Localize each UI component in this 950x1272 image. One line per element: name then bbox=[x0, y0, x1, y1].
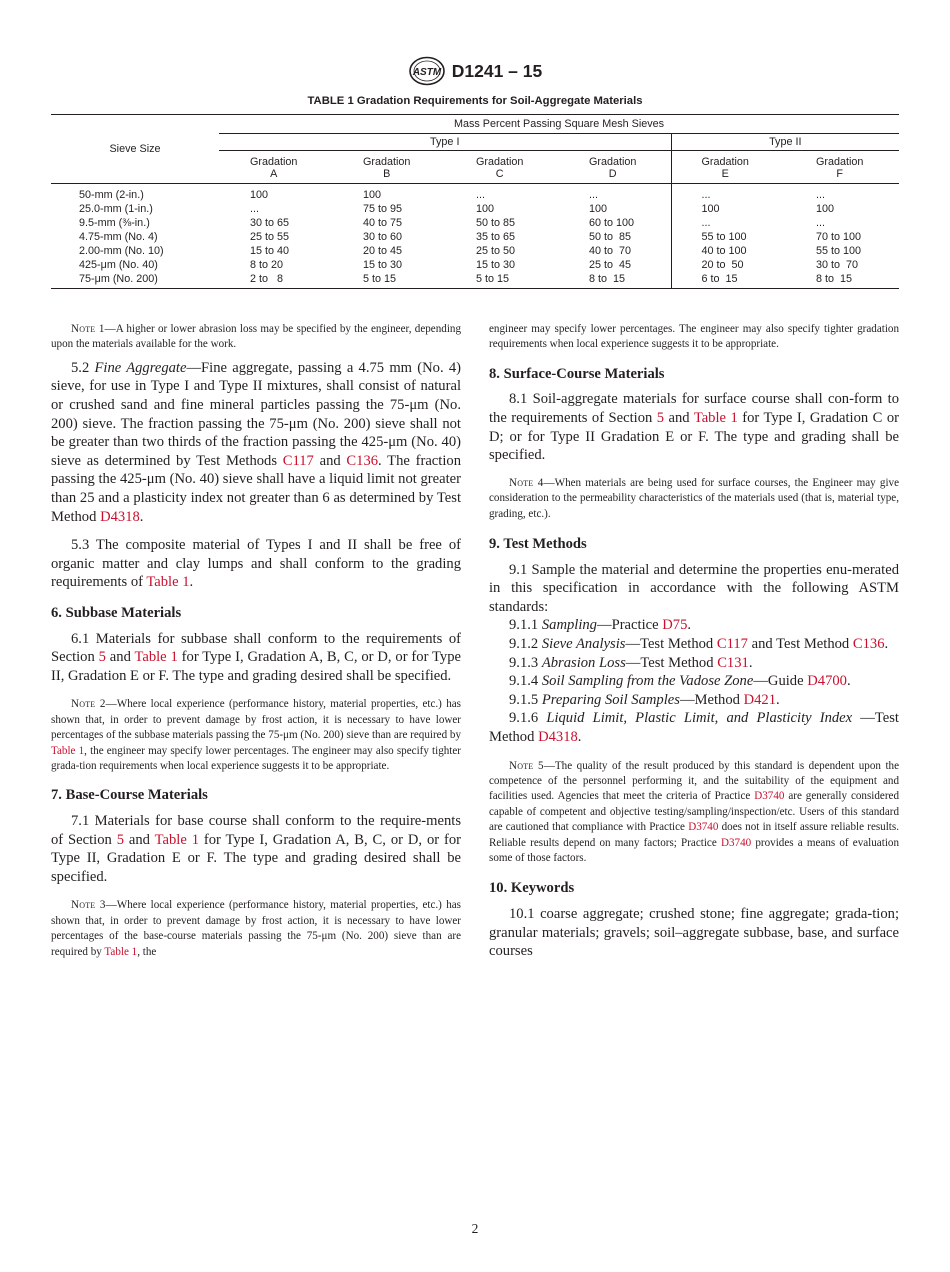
page-header bbox=[0, 56, 950, 86]
percent-passing-cell: 50 to 85 bbox=[589, 231, 632, 243]
table-title: TABLE 1 Gradation Requirements for Soil-Aggregate Materials bbox=[307, 95, 643, 107]
percent-passing-cell: 40 to 100 bbox=[671, 244, 785, 258]
link-d421[interactable]: D421 bbox=[743, 691, 777, 708]
svg-text:ASTM: ASTM bbox=[412, 67, 441, 78]
percent-passing-cell: 25 to 50 bbox=[476, 245, 516, 257]
percent-passing-cell: 55 to 100 bbox=[671, 230, 785, 244]
item-9-1-1: 9.1.1 Sampling—Practice D75. bbox=[509, 617, 692, 634]
section-9-heading: 9. Test Methods bbox=[489, 536, 587, 552]
section-7-heading: 7. Base-Course Materials bbox=[51, 787, 208, 804]
note-1: Note 1—A higher or lower abrasion loss may be specified by the engineer, depending upon the materials available for the work. bbox=[51, 323, 461, 351]
gradation-header-f: Gradation F bbox=[785, 151, 899, 184]
item-9-1-6: 9.1.6 Liquid Limit, Plastic Limit, and Plasticity Index —Test Method D4318. bbox=[489, 710, 899, 745]
table-row bbox=[51, 202, 899, 216]
left-column bbox=[51, 322, 461, 960]
paragraph-8-1: 8.1 Soil-aggregate materials for surface course shall con-form to the requirements of Section 5 and Table 1 for Type I, Gradation C or D; or for Type II Gradation E or F. The type and grading shall be specified. bbox=[489, 391, 899, 464]
percent-passing-cell: 15 to 30 bbox=[476, 259, 516, 271]
percent-passing-cell: 100 bbox=[250, 189, 269, 201]
item-9-1-5: 9.1.5 Preparing Soil Samples—Method D421. bbox=[509, 691, 780, 708]
page-number: 2 bbox=[471, 1221, 479, 1236]
right-column bbox=[489, 322, 899, 961]
gradation-table-body bbox=[51, 184, 899, 289]
note-3-continued: engineer may specify lower percentages. The engineer may also specify tighter gradation requirements when local experience suggests it to be appropriate. bbox=[489, 323, 899, 351]
link-d3740[interactable]: D3740 bbox=[754, 790, 785, 803]
link-c136[interactable]: C136 bbox=[852, 635, 885, 652]
link-d4318[interactable]: D4318 bbox=[538, 728, 578, 745]
paragraph-10-1: 10.1 coarse aggregate; crushed stone; fine aggregate; grada-tion; granular materials; gravels; soil–aggregate subbase, base, and surface courses bbox=[489, 905, 899, 960]
percent-passing-cell: 30 to 65 bbox=[250, 217, 290, 229]
link-table-1[interactable]: Table 1 bbox=[154, 831, 199, 848]
gradation-header-c: Gradation C bbox=[445, 151, 558, 184]
item-9-1-3: 9.1.3 Abrasion Loss—Test Method C131. bbox=[509, 654, 753, 671]
link-table-1[interactable]: Table 1 bbox=[134, 649, 178, 666]
percent-passing-cell: 25 to 45 bbox=[589, 259, 632, 271]
sieve-size-cell: 75-μm (No. 200) bbox=[51, 272, 219, 289]
percent-passing-cell: 8 to 15 bbox=[558, 272, 671, 289]
note-4: Note 4—When materials are being used for surface courses, the Engineer may give consideration to the permeability characteristics of the materials used (that is, material type, grading, etc.). bbox=[489, 476, 899, 520]
percent-passing-cell: 8 to 20 bbox=[250, 259, 284, 271]
item-9-1-2: 9.1.2 Sieve Analysis—Test Method C117 and Test Method C136. bbox=[509, 635, 889, 652]
percent-passing-cell: 75 to 95 bbox=[363, 203, 403, 215]
percent-passing-cell: 5 to 15 bbox=[332, 272, 445, 289]
link-d4318[interactable]: D4318 bbox=[100, 508, 140, 525]
percent-passing-cell: ... bbox=[671, 216, 785, 230]
link-c117[interactable]: C117 bbox=[282, 452, 314, 469]
table-row bbox=[51, 184, 899, 203]
percent-passing-cell: 15 to 30 bbox=[363, 259, 403, 271]
table-row bbox=[51, 272, 899, 289]
link-section-5[interactable]: 5 bbox=[98, 649, 106, 666]
percent-passing-cell: ... bbox=[671, 184, 785, 203]
percent-passing-cell: 30 to 60 bbox=[363, 231, 403, 243]
percent-passing-cell: 100 bbox=[589, 203, 608, 215]
percent-passing-cell: 100 bbox=[476, 203, 495, 215]
paragraph-7-1: 7.1 Materials for base course shall conform to the require-ments of Section 5 and Table 1 for Type I, Gradation A, B, C, or D, or for Type II, Gradation E or F. The type and grading desired shall be specified. bbox=[51, 812, 461, 885]
gradation-table bbox=[51, 114, 899, 289]
percent-passing-cell: 100 bbox=[816, 203, 835, 215]
percent-passing-cell: 35 to 65 bbox=[476, 231, 516, 243]
link-c131[interactable]: C131 bbox=[717, 654, 749, 671]
paragraph-5-2: 5.2 Fine Aggregate—Fine aggregate, passing a 4.75 mm (No. 4) sieve, for use in Type I and Type II mixtures, shall consist of natural or crushed sand and fine mineral particles passing the 75-μm (No. 200) sieve. The fraction passing the 75-μm (No. 200) sieve shall not be greater than two thirds of the fraction passing the 425-μm (No. 40) sieve as determined by Test Methods C117 and C136. The fraction passing the 425-μm (No. 40) sieve shall have a liquid limit not greater than 25 and a plasticity index not greater than 6 as determined by Test Method D4318. bbox=[51, 359, 461, 525]
percent-passing-cell: 30 to 70 bbox=[816, 259, 859, 271]
percent-passing-cell: 20 to 45 bbox=[363, 245, 403, 257]
sieve-size-cell: 25.0-mm (1-in.) bbox=[79, 203, 153, 215]
percent-passing-cell: 60 to 100 bbox=[589, 217, 635, 229]
table-row bbox=[51, 216, 899, 230]
note-3: Note 3—Where local experience (performance history, material properties, etc.) has shown that, in order to prevent damage by frost action, it is necessary to have lower percentages of the base-course materials passing the 75-μm (No. 200) sieve than are required by Table 1, the bbox=[51, 899, 461, 958]
item-9-1-4: 9.1.4 Soil Sampling from the Vadose Zone—Guide D4700. bbox=[509, 673, 851, 690]
section-8-heading: 8. Surface-Course Materials bbox=[489, 365, 665, 382]
percent-passing-cell: ... bbox=[589, 189, 598, 201]
note-5: Note 5—The quality of the result produced by this standard is dependent upon the competence of the personnel performing it, and the suitability of the equipment and facilities used. Agencies that meet the criteria of Practice D3740 are generally considered capable of competent and objective testing/sampling/inspection/etc. Users of this standard are cautioned that compliance with Practice D3740 does not in itself assure reliable results. Reliable results depend on many factors; Practice D3740 provides a means of evaluation some of those factors. bbox=[489, 759, 899, 864]
percent-passing-cell: 6 to 15 bbox=[671, 272, 785, 289]
link-section-5[interactable]: 5 bbox=[656, 410, 665, 426]
document-code: D1241 – 15 bbox=[451, 60, 543, 81]
link-table-1[interactable]: Table 1 bbox=[51, 744, 85, 757]
gradation-header-a: Gradation A bbox=[219, 151, 332, 184]
link-d4700[interactable]: D4700 bbox=[807, 673, 847, 690]
paragraph-6-1: 6.1 Materials for subbase shall conform to the requirements of Section 5 and Table 1 for Type I, Gradation A, B, C, or D, or for Type II, Gradation E or F. The type and grading desired shall be specified. bbox=[51, 630, 461, 684]
link-table-1[interactable]: Table 1 bbox=[146, 574, 190, 591]
percent-passing-cell: 20 to 50 bbox=[671, 258, 785, 272]
section-6-heading: 6. Subbase Materials bbox=[51, 604, 182, 621]
sieve-size-cell: 50-mm (2-in.) bbox=[79, 189, 144, 201]
link-d3740[interactable]: D3740 bbox=[720, 836, 752, 849]
link-table-1[interactable]: Table 1 bbox=[104, 945, 138, 958]
percent-passing-cell: 25 to 55 bbox=[250, 231, 290, 243]
paragraph-5-3: 5.3 The composite material of Types I and II shall be free of organic matter and clay lumps and shall conform to the grading requirements of Table 1. bbox=[51, 537, 461, 591]
note-2: Note 2—Where local experience (performance history, material properties, etc.) has shown that, in order to prevent damage by frost action, it is necessary to have lower percentages of the subbase materials passing the 75-μm (No. 200) sieve than are required by Table 1, the engineer may specify lower percentages. The engineer may also specify tighter grada-tion requirements when local experience suggests it to be appropriate. bbox=[51, 698, 461, 772]
link-section-5[interactable]: 5 bbox=[116, 831, 125, 848]
link-d3740[interactable]: D3740 bbox=[688, 821, 719, 834]
table-row bbox=[51, 230, 899, 244]
sieve-size-cell: 4.75-mm (No. 4) bbox=[79, 231, 158, 243]
percent-passing-cell: 50 to 85 bbox=[476, 217, 516, 229]
link-d75[interactable]: D75 bbox=[662, 617, 688, 634]
sieve-size-cell: 425-μm (No. 40) bbox=[79, 259, 158, 271]
percent-passing-cell: 40 to 70 bbox=[589, 245, 632, 257]
percent-passing-cell: 70 to 100 bbox=[816, 231, 862, 243]
percent-passing-cell: 100 bbox=[671, 202, 785, 216]
type-2-header: Type II bbox=[671, 134, 899, 151]
percent-passing-cell: ... bbox=[476, 189, 485, 201]
percent-passing-cell: 8 to 15 bbox=[785, 272, 899, 289]
percent-passing-cell: 40 to 75 bbox=[363, 217, 403, 229]
table-row bbox=[51, 258, 899, 272]
table-row bbox=[51, 244, 899, 258]
sieve-size-header: Sieve Size bbox=[51, 115, 219, 184]
percent-passing-cell: 5 to 15 bbox=[445, 272, 558, 289]
sieve-size-cell: 2.00-mm (No. 10) bbox=[79, 245, 164, 257]
gradation-header-d: Gradation D bbox=[558, 151, 671, 184]
gradation-header-b: Gradation B bbox=[332, 151, 445, 184]
mass-percent-header: Mass Percent Passing Square Mesh Sieves bbox=[219, 115, 899, 134]
percent-passing-cell: 55 to 100 bbox=[816, 245, 862, 257]
section-10-heading: 10. Keywords bbox=[489, 880, 575, 897]
paragraph-9-1: 9.1 Sample the material and determine the properties enu-merated in this specification in accordance with the following ASTM standards: bbox=[489, 561, 899, 615]
percent-passing-cell: ... bbox=[816, 217, 825, 229]
type-1-header: Type I bbox=[219, 134, 671, 151]
percent-passing-cell: 100 bbox=[363, 189, 382, 201]
percent-passing-cell: ... bbox=[816, 189, 825, 201]
astm-logo-icon bbox=[408, 56, 446, 86]
percent-passing-cell: ... bbox=[250, 203, 259, 215]
percent-passing-cell: 15 to 40 bbox=[250, 245, 290, 257]
gradation-header-e: Gradation E bbox=[671, 151, 785, 184]
link-c117[interactable]: C117 bbox=[716, 635, 748, 652]
link-table-1[interactable]: Table 1 bbox=[693, 410, 738, 426]
link-c136[interactable]: C136 bbox=[346, 452, 379, 469]
sieve-size-cell: 9.5-mm (⅜-in.) bbox=[79, 217, 150, 229]
percent-passing-cell: 2 to 8 bbox=[219, 272, 332, 289]
